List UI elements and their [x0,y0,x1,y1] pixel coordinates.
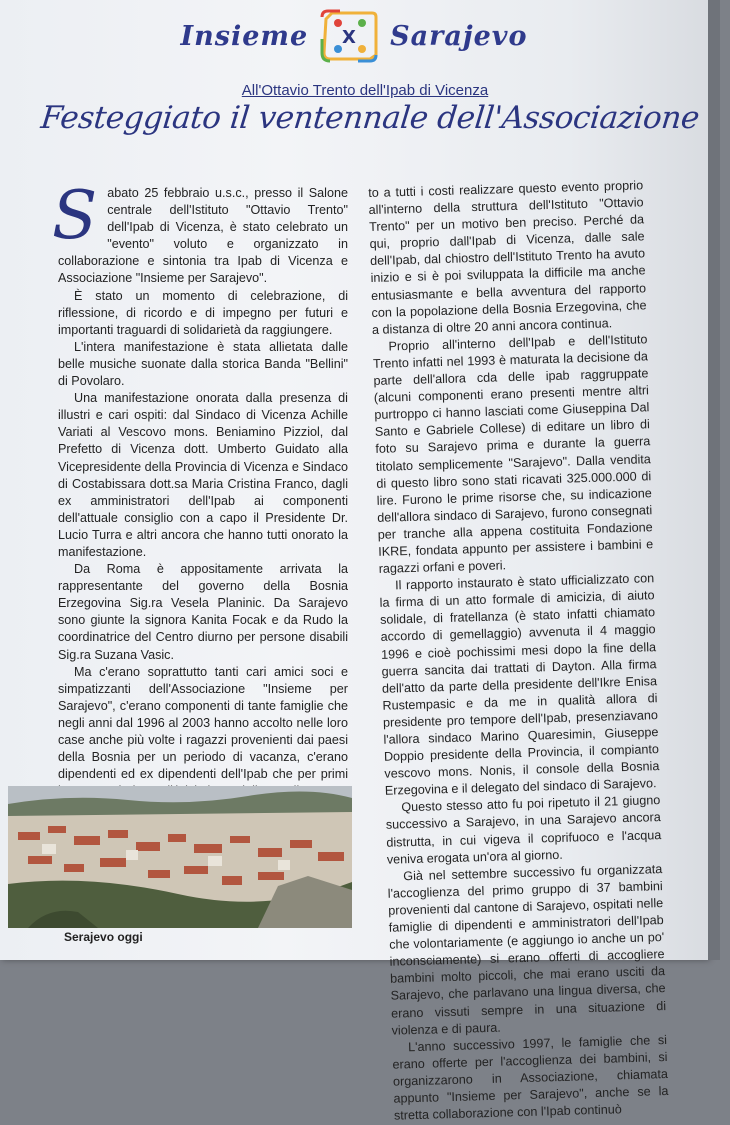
logo-letter: X [342,27,357,48]
masthead-right-word: Sarajevo [390,20,528,52]
paragraph-1: Sabato 25 febbraio u.s.c., presso il Salone centrale dell'Istituto "Ottavio Trento" dell'Ipab di Vicenza, è stato celebrato un "evento" voluto e organizzato in collaborazione e sintonia tra Ipab di Vicenza e Associazione "Insieme per Sarajevo". [52,177,348,286]
paragraph-4: Una manifestazione onorata dalla presenza di illustri e cari ospiti: dal Sindaco di Vicenza Achille Variati al Vescovo mons. Beniamino Pizziol, dal Prefetto di Vicenza dott. Umberto Guidato alla Vicepresidente della Provincia di Vicenza e Sindaco di Costabissara dott.sa Maria Cristina Franco, dagli ex amministratori dell'Ipab ai componenti dell'attuale consiglio con a capo il Presidente Dr. Lucio Turra e altri ancora che hanno tutti onorato la manifestazione. [58,391,348,559]
section-heading: All'Ottavio Trento dell'Ipab di Vicenza [241,82,489,99]
paragraph-9: Proprio all'interno dell'Ipab e dell'Istituto Trento infatti nel 1993 è maturata la decisione da parte dell'allora cda delle ipab raggruppate (alcuni componenti erano presenti mentre altri purtroppo ci hanno lasciati come Giuseppina Dal Santo e Gabriele Collese) di editare un libro di foto su Sarajevo prima e durante la guerra titolato semplicemente "Sarajevo". Dalla vendita di questo libro sono stati ricavati 325.000.000 di lire. Furono le prime risorse che, su indicazione dell'allora sindaco di Sarajevo, furono consegnati per tranche alla appena costituita Fondazione IKRE, fondata appunto per assistere i bambini e ragazzi orfani e poveri. [372,332,654,576]
article-left-column [52,177,348,782]
paragraph-6: Ma c'erano soprattutto tanti cari amici soci e simpatizzanti dell'Associazione "Insieme per Sarajevo", c'erano componenti di tante famiglie che negli anni dal 1996 al 2003 hanno accolto nelle loro case anche più volte i ragazzi provenienti dai paesi della Bosnia per un periodo di vacanza, c'erano dipendenti ed ex dipendenti dell'Ipab che per primi [58,664,348,782]
article-right-column [368,177,669,1123]
masthead-left-word: Insieme [180,20,309,52]
paragraph-13: L'anno successivo 1997, le famiglie che si erano offerte per l'accoglienza dei bambini, si organizzarono in Associazione, chiamata appunto "Insieme per Sarajevo", anche se la stretta collaborazione con l'Ipab continuò [392,1032,669,1123]
paragraph-10: Il rapporto instaurato è stato ufficializzato con la firma di un atto formale di amicizia, di aiuto solidale, di fratellanza (è stato infatti chiamato accordo di gemellaggio) avvenuta il 4 maggio 1996 e cioè pochissimi mesi dopo la fine della guerra sancita dai trattati di Dayton. Alla firma dell'atto da parte della presidente dell'Ikre Enisa Rustempasic e da me in qualità allora di presidente pro tempore dell'Ipab, presenziavano l'allora sindaco Marino Quaresimin, Giuseppe Doppio presidente della Provincia, il compianto vescovo mons. Nonis, il console della Bosnia Erzegovina e il delegato del sindaco di Sarajevo. [379,571,660,799]
article-headline: Festeggiato il ventennale dell'Associazione [39,100,701,136]
paragraph-5: Da Roma è appositamente arrivata la rappresentante del governo della Bosnia Erzegovina Sig.ra Vesela Planinic. Da Sarajevo sono giunte la signora Kanita Focak e da Rudo la coordinatrice del Centro diurno per persone disabili Sig.ra Suzana Vasic. [58,562,348,662]
sarajevo-city-photo [8,786,352,928]
paragraph-12: Già nel settembre successivo fu organizzata l'accoglienza del primo gruppo di 37 bambini provenienti dal cantone di Sarajevo, ospitati nelle famiglie di dipendenti e amministratori dell'Ipab che volontariamente (e aggiungo io anche un po' inconsciamente) si erano offerti di accogliere bambini molto piccoli, che mai erano usciti da Sarajevo, che parlavano una lingua diversa, che erano vissuti sempre in una situazione di violenza e di paura. [387,861,667,1038]
photo-caption: Serajevo oggi [64,930,143,944]
paragraph-3: L'intera manifestazione è stata allietata dalle belle musiche suonate dalla storica Banda "Bellini" di Povolaro. [58,339,348,389]
paragraph-2: È stato un momento di celebrazione, di riflessione, di ricordo e di impegno per futuri e importanti traguardi di solidarietà da raggiungere. [58,288,348,337]
association-logo-icon [318,9,380,63]
paragraph-8: to a tutti i costi realizzare questo evento proprio all'interno della struttura dell'Istituto "Ottavio Trento" per un motivo ben preciso. Perché da qui, proprio dall'Ipab di Vicenza, dalle sale dell'Ipab, dal chiostro dell'Istituto Trento ha avuto inizio e si è poi sviluppata la difficile ma anche entusiasmante e bella avventura del rapporto con la popolazione della Bosnia Erzegovina, che a distanza di oltre 20 anni ancora continua. [368,178,647,337]
paragraph-11: Questo stesso atto fu poi ripetuto il 21 giugno successivo a Sarajevo, in una Sarajevo ancora distrutta, in cui vigeva il coprifuoco e l'acqua veniva erogata un'ora al giorno. [385,793,662,867]
masthead [0,6,708,66]
background-edge [708,0,720,960]
drop-cap: S [52,177,98,254]
